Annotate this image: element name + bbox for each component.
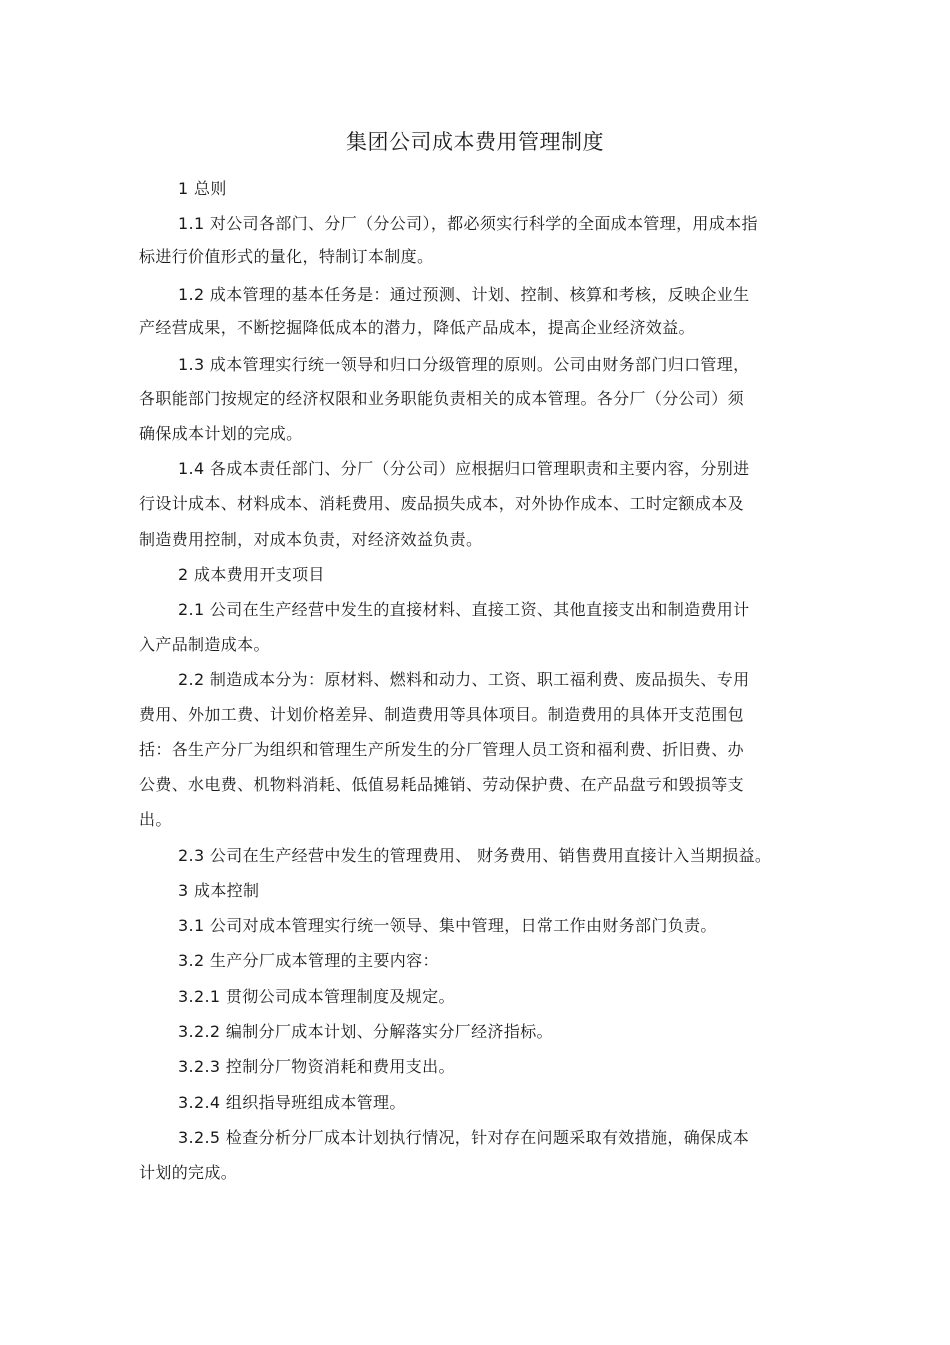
- body-line: 2 成本费用开支项目: [178, 565, 325, 584]
- body-line: 制造费用控制，对成本负责，对经济效益负责。: [139, 530, 483, 549]
- body-line: 1.1 对公司各部门、分厂（分公司），都必须实行科学的全面成本管理，用成本指: [178, 214, 758, 233]
- body-line: 产经营成果，不断挖掘降低成本的潜力，降低产品成本，提高企业经济效益。: [139, 318, 695, 337]
- body-line: 2.3 公司在生产经营中发生的管理费用、 财务费用、销售费用直接计入当期损益。: [178, 846, 772, 865]
- body-line: 2.2 制造成本分为：原材料、燃料和动力、工资、职工福利费、废品损失、专用: [178, 670, 750, 689]
- body-line: 3.2.3 控制分厂物资消耗和费用支出。: [178, 1057, 455, 1076]
- body-line: 1.2 成本管理的基本任务是：通过预测、计划、控制、核算和考核，反映企业生: [178, 285, 750, 304]
- body-line: 3 成本控制: [178, 881, 260, 900]
- body-line: 3.2.4 组织指导班组成本管理。: [178, 1093, 406, 1112]
- body-line: 2.1 公司在生产经营中发生的直接材料、直接工资、其他直接支出和制造费用计: [178, 600, 750, 619]
- body-line: 出。: [139, 810, 172, 829]
- body-line: 标进行价值形式的量化，特制订本制度。: [139, 247, 434, 266]
- body-line: 1.4 各成本责任部门、分厂（分公司）应根据归口管理职责和主要内容，分别进: [178, 459, 750, 478]
- body-line: 入产品制造成本。: [139, 635, 270, 654]
- body-line: 各职能部门按规定的经济权限和业务职能负责相关的成本管理。各分厂（分公司）须: [139, 389, 744, 408]
- body-line: 括：各生产分厂为组织和管理生产所发生的分厂管理人员工资和福利费、折旧费、办: [139, 740, 744, 759]
- body-line: 计划的完成。: [139, 1163, 238, 1182]
- body-line: 1 总则: [178, 179, 227, 198]
- body-line: 公费、水电费、机物料消耗、低值易耗品摊销、劳动保护费、在产品盘亏和毁损等支: [139, 775, 744, 794]
- body-line: 确保成本计划的完成。: [139, 424, 303, 443]
- body-line: 3.2.1 贯彻公司成本管理制度及规定。: [178, 987, 455, 1006]
- document-title: 集团公司成本费用管理制度: [346, 130, 604, 154]
- body-line: 3.2 生产分厂成本管理的主要内容：: [178, 951, 439, 970]
- body-line: 3.1 公司对成本管理实行统一领导、集中管理，日常工作由财务部门负责。: [178, 916, 717, 935]
- body-line: 行设计成本、材料成本、消耗费用、废品损失成本，对外协作成本、工时定额成本及: [139, 494, 744, 513]
- body-line: 费用、外加工费、计划价格差异、制造费用等具体项目。制造费用的具体开支范围包: [139, 705, 744, 724]
- body-line: 3.2.2 编制分厂成本计划、分解落实分厂经济指标。: [178, 1022, 553, 1041]
- body-line: 1.3 成本管理实行统一领导和归口分级管理的原则。公司由财务部门归口管理，: [178, 355, 750, 374]
- body-line: 3.2.5 检查分析分厂成本计划执行情况，针对存在问题采取有效措施，确保成本: [178, 1128, 750, 1147]
